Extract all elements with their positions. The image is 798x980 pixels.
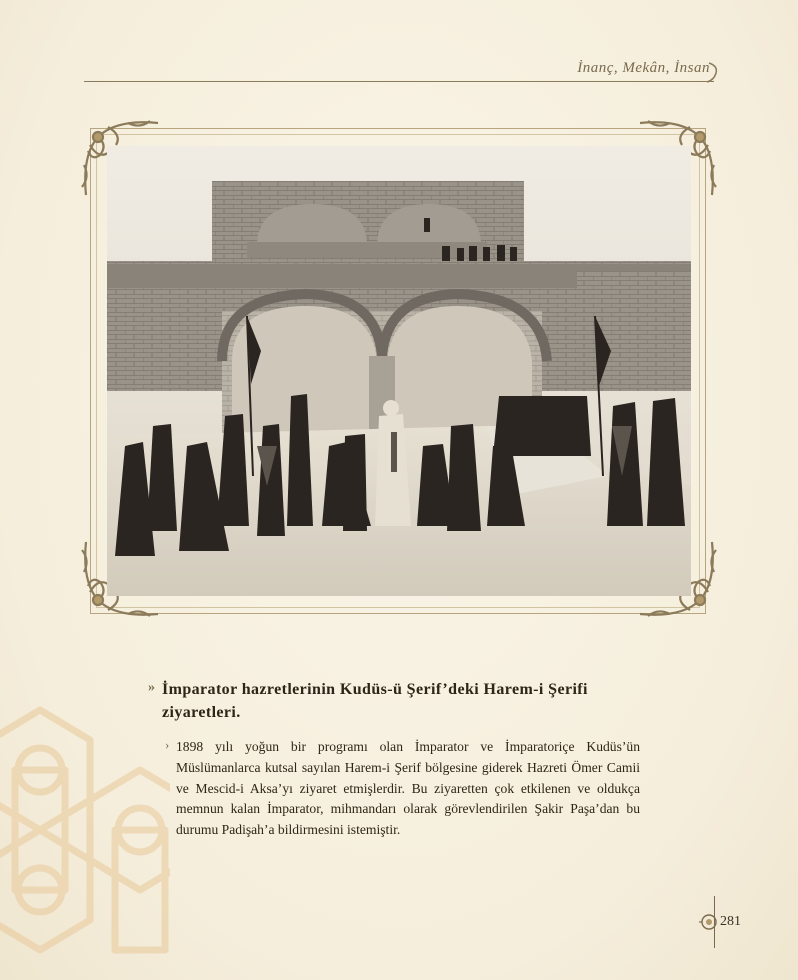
paragraph-text: 1898 yılı yoğun bir programı olan İmparator ve İmparatoriçe Kudüs’ün Müslümanlarca kutsal sayılan Harem-i Şerif bölgesine giderek Hazreti Ömer Camii ve Mescid-i Aksa’yı ziyaret etmişlerdir. Bu ziyaretten çok etkilenen ve oldukça memnun kalan İmparator, mihmandarı olarak görevlendirilen Şakir Paşa’dan bu durumu Padişah’a bildirmesini istemiştir. [176,739,640,838]
caption-text: İmparator hazretlerinin Kudüs-ü Şerif’deki Harem-i Şerifi ziyaretleri. [162,681,588,721]
running-header-title: İnanç, Mekân, İnsan [577,60,710,76]
page-number: 281 [720,914,741,929]
header-rule [84,81,714,82]
running-header [577,60,710,77]
photograph-image [107,146,691,596]
historic-photograph [107,146,691,596]
figure-caption [148,678,640,724]
body-paragraph [165,737,640,841]
header-bracket-icon [706,62,720,84]
geometric-knot-pattern-icon [0,700,170,980]
paragraph-marker: › [165,737,170,752]
page-number-rule [714,896,715,948]
caption-marker: » [148,680,155,695]
